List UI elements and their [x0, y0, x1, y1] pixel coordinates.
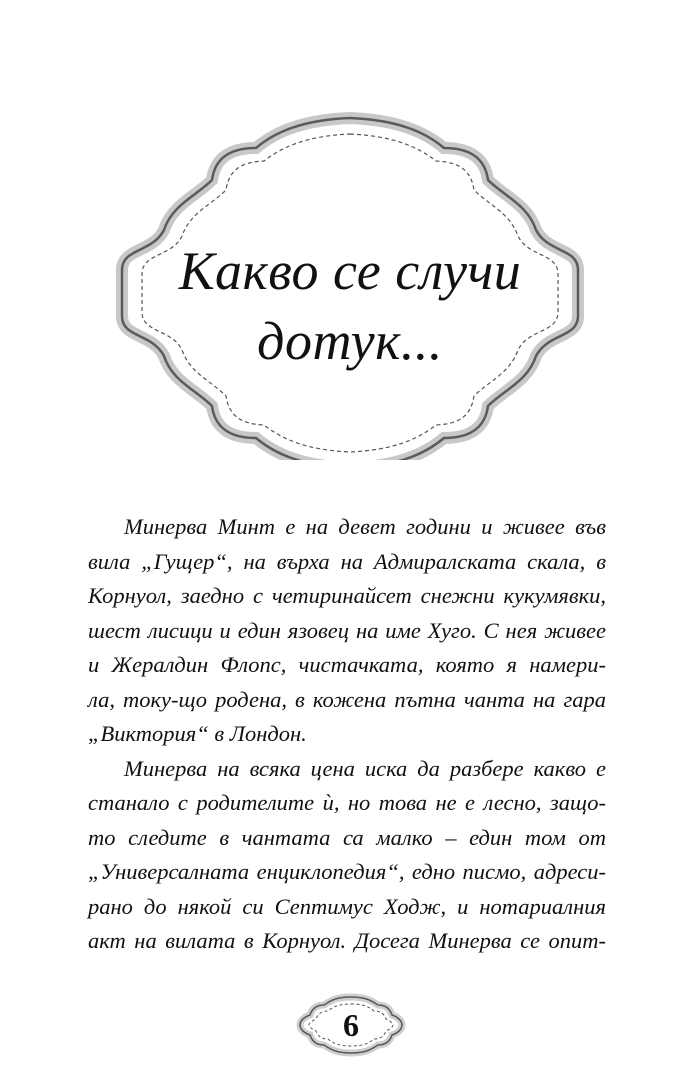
text-line: то следите в чантата са малко – един том от: [88, 824, 606, 850]
title-frame: [0, 0, 700, 460]
text-line: ла, току-що родена, в кожена пътна чанта на гара: [88, 686, 606, 712]
chapter-title-line-1: Какво се случи: [178, 241, 522, 301]
text-line: станало с родителите ѝ, но това не е лесно, защо-: [88, 790, 606, 815]
text-line: и Жералдин Флопс, чистачката, която я намери-: [88, 652, 606, 677]
text-line: рано до някой си Септимус Ходж, и нотариалния: [88, 893, 606, 919]
text-line: „Универсалната енциклопедия“, едно писмо, адреси-: [88, 859, 606, 884]
text-line: вила „Гущер“, на върха на Адмиралската скала, в: [88, 548, 606, 574]
text-line: акт на вилата в Корнуол. Досега Минерва се опит-: [88, 928, 606, 953]
text-line: Корнуол, заедно с четиринайсет снежни кукумявки,: [88, 583, 606, 608]
body-text: [88, 510, 606, 959]
page-number: 6: [343, 1007, 359, 1043]
text-line: „Виктория“ в Лондон.: [88, 721, 307, 746]
chapter-title-line-2: дотук...: [257, 311, 443, 371]
text-line: Минерва на всяка цена иска да разбере какво е: [124, 755, 606, 781]
text-line: Минерва Минт е на девет години и живее във: [124, 514, 606, 539]
text-line: шест лисици и един язовец на име Хуго. С нея живее: [88, 617, 606, 643]
